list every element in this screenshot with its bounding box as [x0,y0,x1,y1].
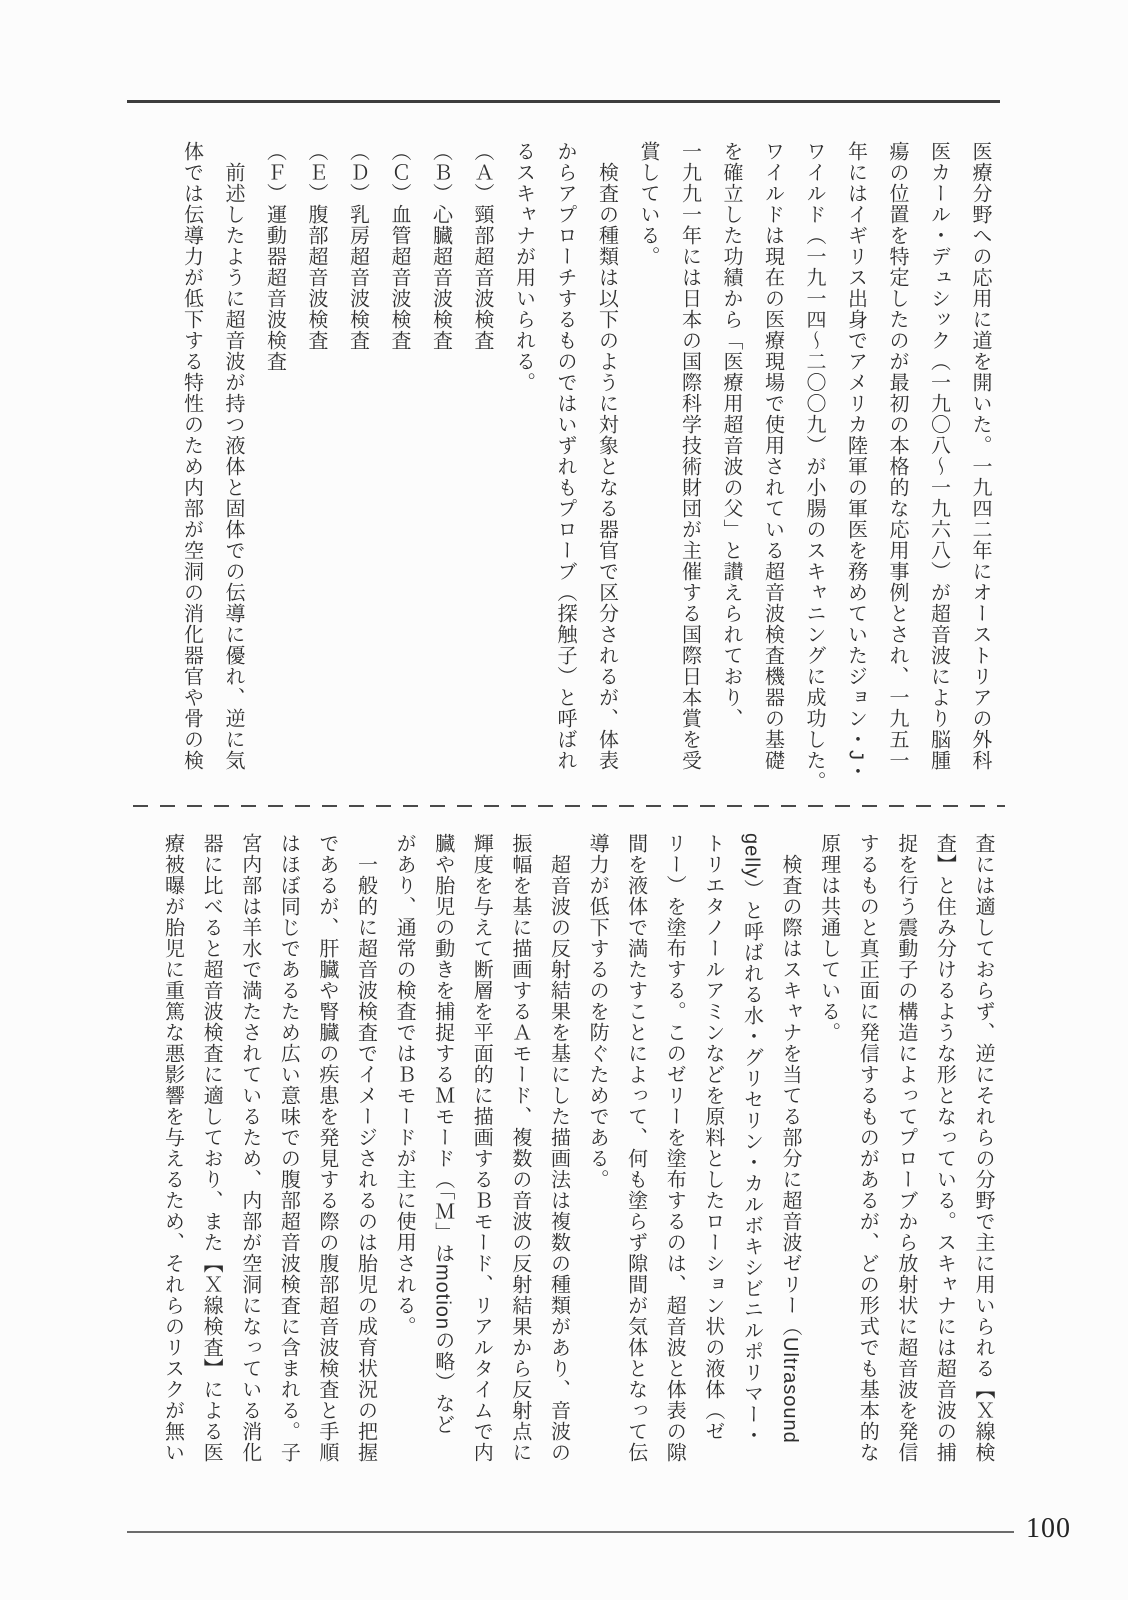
footer-rule [127,1531,1014,1533]
text-column: るスキャナが用いられる。 [512,141,535,393]
text-column: 間を液体で満たすことによって、何も塗らず隙間が気体となって伝 [624,833,647,1463]
text-column: はほぼ同じであるため広い意味での腹部超音波検査に含まれる。子 [277,833,300,1463]
text-column: 宮内部は羊水で満たされているため、内部が空洞になっている消化 [238,833,261,1463]
section-divider-dashed-line [133,805,1005,807]
text-column: gelly）と呼ばれる水・グリセリン・カルボキシビニルポリマー・ [740,833,763,1447]
text-column: ワイルドは現在の医療現場で使用されている超音波検査機器の基礎 [761,141,784,771]
text-column: （Ｅ）腹部超音波検査 [305,141,327,351]
text-column: 査には適しておらず、逆にそれらの分野で主に用いられる【Ｘ線検 [972,833,994,1463]
text-column: 瘍の位置を特定したのが最初の本格的な応用事例とされ、一九五一 [886,141,908,771]
text-column: 年にはイギリス出身でアメリカ陸軍の軍医を務めていたジョン・J・ [844,141,867,782]
text-column: 賞している。 [637,141,659,267]
text-column: 輝度を与えて断層を平面的に描画するＢモード、リアルタイムで内 [470,833,493,1463]
text-column: 一九九一年には日本の国際科学技術財団が主催する国際日本賞を受 [678,141,701,771]
text-column: 器に比べると超音波検査に適しており、また【Ｘ線検査】による医 [200,833,223,1463]
text-column: であるが、肝臓や腎臓の疾患を発見する際の腹部超音波検査と手順 [315,833,338,1463]
text-column: 検査の種類は以下のように対象となる器官で区分されるが、体表 [595,141,618,771]
header-rule [127,100,1000,103]
text-column: 一般的に超音波検査でイメージされるのは胎児の成育状況の把握 [354,833,377,1463]
text-column: があり、通常の検査ではＢモードが主に使用される。 [393,833,416,1337]
text-column: 療被曝が胎児に重篤な悪影響を与えるため、それらのリスクが無い [161,833,184,1463]
text-column: 前述したように超音波が持つ液体と固体での伝導に優れ、逆に気 [222,141,244,771]
text-column: （Ｃ）血管超音波検査 [388,141,410,351]
text-column: 超音波の反射結果を基にした描画法は複数の種類があり、音波の [547,833,570,1463]
text-column: 査】と住み分けるような形となっている。スキャナには超音波の捕 [933,833,956,1463]
text-column: 医カール・デュシック（一九〇八～一九六八）が超音波により脳腫 [927,141,950,771]
text-column: するものと真正面に発信するものがあるが、どの形式でも基本的な [856,833,879,1463]
text-column: からアプローチするものではいずれもプローブ（探触子）と呼ばれ [554,141,576,771]
text-column: （Ｂ）心臓超音波検査 [429,141,452,351]
text-block-top [170,141,1000,792]
text-column: ワイルド（一九一四～二〇〇九）が小腸のスキャニングに成功した。 [803,141,825,792]
text-column: 臓や胎児の動きを捕捉するＭモード（「Ｍ」はmotionの略）など [431,833,454,1436]
text-column: 検査の際はスキャナを当てる部分に超音波ゼリー（Ultrasound [779,833,802,1444]
text-column: 振幅を基に描画するＡモード、複数の音波の反射結果から反射点に [508,833,531,1463]
text-column: （Ｄ）乳房超音波検査 [346,141,369,351]
text-column: 体では伝導力が低下する特性のため内部が空洞の消化器官や骨の検 [180,141,203,771]
text-column: を確立した功績から「医療用超音波の父」と讃えられており、 [720,141,742,729]
text-column: リー）を塗布する。このゼリーを塗布するのは、超音波と体表の隙 [663,833,686,1463]
text-column: 捉を行う震動子の構造によってプローブから放射状に超音波を発信 [894,833,917,1463]
text-column: トリエタノールアミンなどを原料としたローション状の液体（ゼ [701,833,724,1442]
page-number: 100 [1026,1513,1071,1544]
text-column: 原理は共通している。 [817,833,840,1043]
text-column: 医療分野への応用に道を開いた。一九四二年にオーストリアの外科 [969,141,991,771]
text-column: （Ｆ）運動器超音波検査 [263,141,286,372]
text-column: （Ａ）頸部超音波検査 [471,141,493,351]
text-column: 導力が低下するのを防ぐためである。 [586,833,609,1190]
text-block-bottom [153,833,1002,1488]
